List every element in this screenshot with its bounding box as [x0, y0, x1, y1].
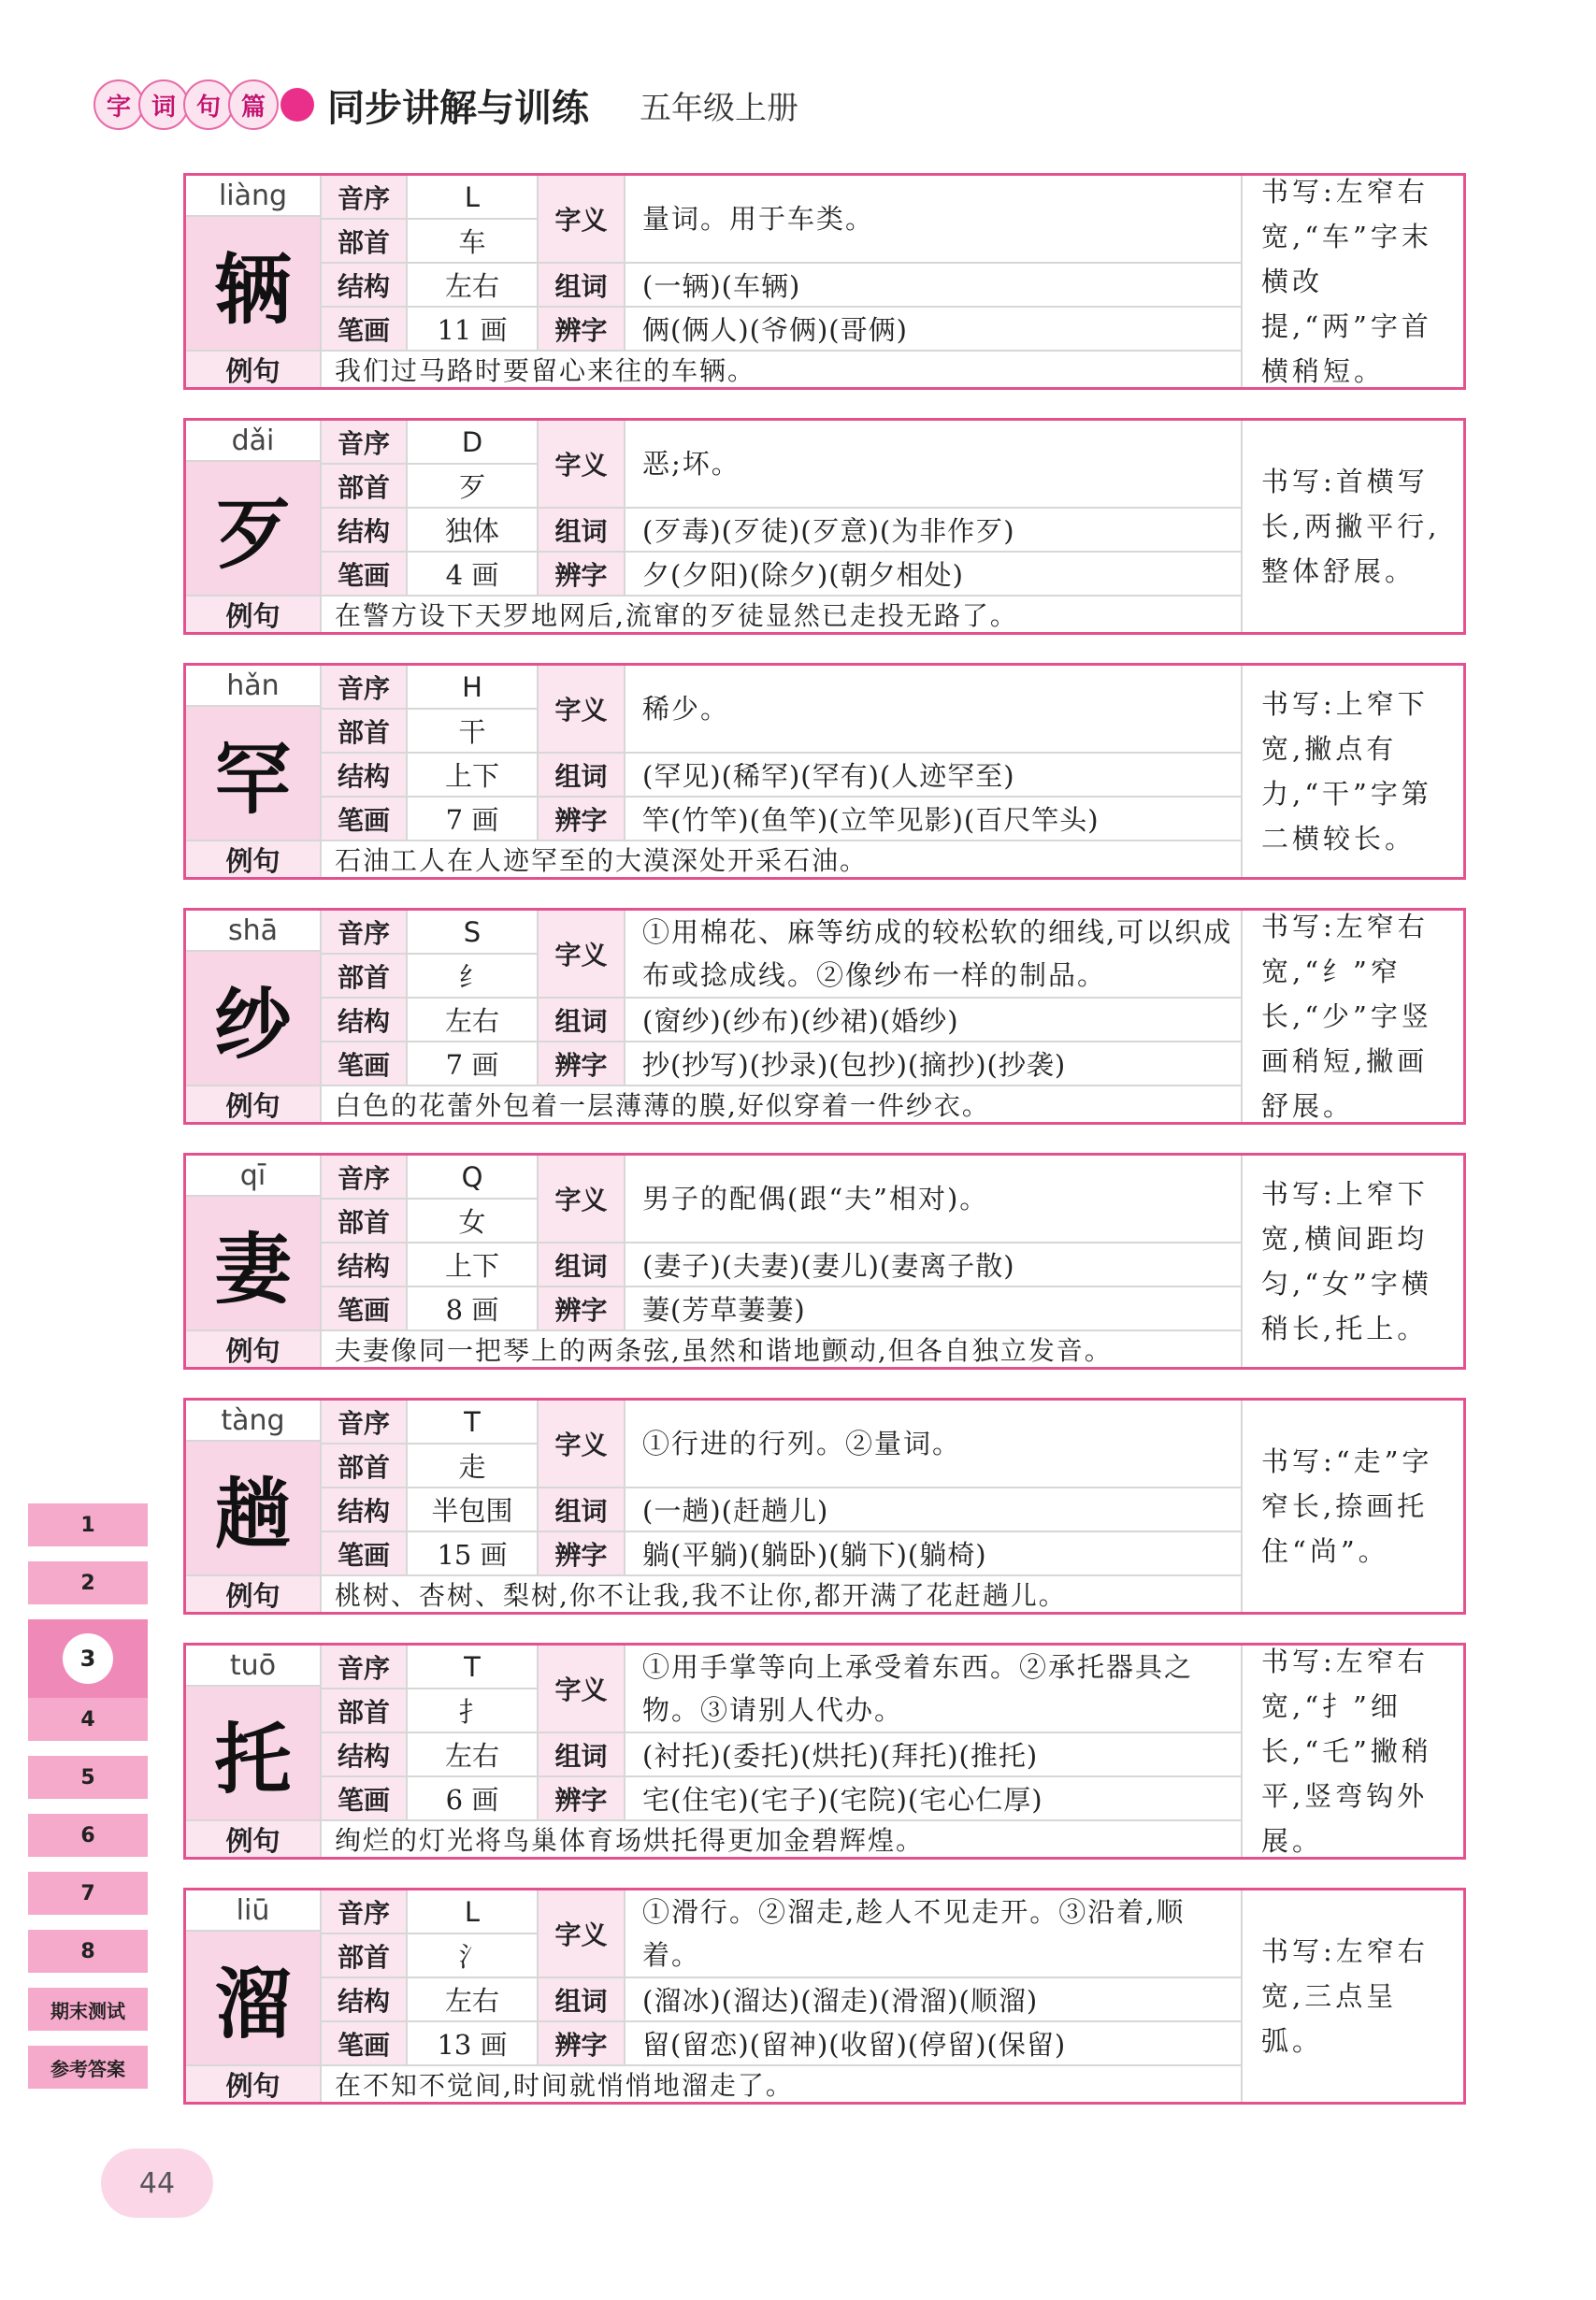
words-value: (一辆)(车辆) — [625, 264, 1243, 308]
character-card — [183, 663, 1466, 880]
radical-label: 部首 — [322, 465, 408, 509]
meaning-value: ①滑行。②溜走,趁人不见走开。③沿着,顺着。 — [625, 1890, 1243, 1978]
example-label: 例句 — [186, 841, 322, 877]
chapter-tab[interactable] — [28, 1988, 148, 2031]
radical-label: 部首 — [322, 955, 408, 999]
big-character: 溜 — [214, 1960, 292, 2049]
structure-label: 结构 — [322, 1488, 408, 1532]
big-character: 趟 — [214, 1470, 292, 1560]
order-value: L — [408, 1890, 539, 1934]
example-label: 例句 — [186, 1086, 322, 1122]
chapter-tab[interactable] — [28, 1698, 148, 1741]
distinguish-label: 辨字 — [539, 1532, 625, 1576]
radical-value: 氵 — [408, 1934, 539, 1978]
structure-value: 上下 — [408, 754, 539, 798]
chapter-tab[interactable] — [28, 1756, 148, 1799]
pinyin: dǎi — [186, 421, 320, 462]
character-cell — [186, 911, 322, 1086]
chapter-tab-label: 1 — [80, 1513, 95, 1537]
logo-char-2: 词 — [138, 79, 189, 130]
writing-tip: 书写:左窄右宽,“车”字末横改提,“两”字首横稍短。 — [1261, 176, 1432, 387]
big-character: 罕 — [214, 735, 292, 825]
big-character: 歹 — [214, 490, 292, 580]
chapter-tab-label: 8 — [80, 1939, 95, 1963]
pinyin: shā — [186, 911, 320, 952]
big-character: 托 — [214, 1715, 292, 1804]
big-character: 妻 — [214, 1225, 292, 1315]
meaning-label: 字义 — [539, 1890, 625, 1978]
distinguish-label: 辨字 — [539, 1777, 625, 1821]
distinguish-value: 宅(住宅)(宅子)(宅院)(宅心仁厚) — [625, 1777, 1243, 1821]
strokes-value: 7 画 — [408, 798, 539, 841]
radical-value: 干 — [408, 710, 539, 754]
big-character: 纱 — [214, 980, 292, 1070]
meaning-value: ①行进的行列。②量词。 — [625, 1401, 1243, 1488]
words-label: 组词 — [539, 999, 625, 1042]
distinguish-label: 辨字 — [539, 1042, 625, 1086]
example-sentence: 白色的花蕾外包着一层薄薄的膜,好似穿着一件纱衣。 — [322, 1086, 1243, 1122]
distinguish-value: 夕(夕阳)(除夕)(朝夕相处) — [625, 553, 1243, 597]
character-cell — [186, 176, 322, 352]
page-header — [93, 67, 798, 142]
chapter-tab[interactable] — [28, 1872, 148, 1915]
example-label: 例句 — [186, 1331, 322, 1367]
example-label: 例句 — [186, 2066, 322, 2102]
book-title: 同步讲解与训练 — [327, 86, 589, 130]
words-value: (歹毒)(歹徒)(歹意)(为非作歹) — [625, 509, 1243, 553]
order-value: H — [408, 666, 539, 710]
structure-label: 结构 — [322, 754, 408, 798]
meaning-value: ①用手掌等向上承受着东西。②承托器具之物。③请别人代办。 — [625, 1646, 1243, 1733]
writing-tip: 书写:“走”字窄长,捺画托住“尚”。 — [1261, 1445, 1433, 1567]
meaning-label: 字义 — [539, 1646, 625, 1733]
chapter-tab[interactable] — [28, 1503, 148, 1546]
strokes-label: 笔画 — [322, 2022, 408, 2066]
writing-tip: 书写:上窄下宽,撇点有力,“干”字第二横较长。 — [1261, 688, 1432, 855]
pinyin: tuō — [186, 1646, 320, 1687]
structure-label: 结构 — [322, 1243, 408, 1287]
meaning-value: 男子的配偶(跟“夫”相对)。 — [625, 1156, 1243, 1243]
strokes-label: 笔画 — [322, 798, 408, 841]
words-value: (窗纱)(纱布)(纱裙)(婚纱) — [625, 999, 1243, 1042]
words-value: (衬托)(委托)(烘托)(拜托)(推托) — [625, 1733, 1243, 1777]
meaning-label: 字义 — [539, 666, 625, 754]
pinyin: hǎn — [186, 666, 320, 707]
chapter-tab[interactable] — [28, 1561, 148, 1604]
meaning-value: 量词。用于车类。 — [625, 176, 1243, 264]
radical-label: 部首 — [322, 220, 408, 264]
writing-tip: 书写:左窄右宽,“扌”细长,“乇”撇稍平,竖弯钩外展。 — [1261, 1646, 1432, 1857]
chapter-tab-label: 期末测试 — [50, 1999, 125, 2022]
character-card — [183, 1398, 1466, 1615]
writing-tip: 书写:首横写长,两撇平行,整体舒展。 — [1261, 466, 1441, 587]
meaning-value: 稀少。 — [625, 666, 1243, 754]
chapter-tab-label: 4 — [80, 1707, 95, 1732]
distinguish-label: 辨字 — [539, 308, 625, 352]
example-sentence: 石油工人在人迹罕至的大漠深处开采石油。 — [322, 841, 1243, 877]
strokes-label: 笔画 — [322, 1532, 408, 1576]
character-cell — [186, 1890, 322, 2066]
chapter-tab-label: 2 — [80, 1571, 95, 1595]
character-card — [183, 1153, 1466, 1370]
example-sentence: 在警方设下天罗地网后,流窜的歹徒显然已走投无路了。 — [322, 597, 1243, 632]
distinguish-value: 留(留恋)(留神)(收留)(停留)(保留) — [625, 2022, 1243, 2066]
meaning-label: 字义 — [539, 1401, 625, 1488]
character-card — [183, 1643, 1466, 1860]
strokes-value: 13 画 — [408, 2022, 539, 2066]
order-label: 音序 — [322, 666, 408, 710]
order-label: 音序 — [322, 421, 408, 465]
page-number: 44 — [101, 2149, 213, 2218]
structure-label: 结构 — [322, 264, 408, 308]
strokes-label: 笔画 — [322, 1287, 408, 1331]
structure-label: 结构 — [322, 509, 408, 553]
words-label: 组词 — [539, 1488, 625, 1532]
pinyin: qī — [186, 1156, 320, 1197]
radical-label: 部首 — [322, 1934, 408, 1978]
structure-label: 结构 — [322, 1978, 408, 2022]
words-label: 组词 — [539, 754, 625, 798]
example-sentence: 桃树、杏树、梨树,你不让我,我不让你,都开满了花赶趟儿。 — [322, 1576, 1243, 1612]
order-value: T — [408, 1401, 539, 1445]
example-label: 例句 — [186, 1576, 322, 1612]
chapter-tab[interactable] — [28, 1930, 148, 1973]
writing-tip: 书写:上窄下宽,横间距均匀,“女”字横稍长,托上。 — [1261, 1178, 1432, 1344]
distinguish-label: 辨字 — [539, 2022, 625, 2066]
structure-value: 左右 — [408, 1733, 539, 1777]
pinyin: liū — [186, 1890, 320, 1932]
order-label: 音序 — [322, 176, 408, 220]
example-sentence: 我们过马路时要留心来往的车辆。 — [322, 352, 1243, 387]
words-value: (溜冰)(溜达)(溜走)(滑溜)(顺溜) — [625, 1978, 1243, 2022]
character-cell — [186, 1156, 322, 1331]
pinyin: tàng — [186, 1401, 320, 1442]
words-label: 组词 — [539, 1243, 625, 1287]
strokes-value: 7 画 — [408, 1042, 539, 1086]
radical-value: 走 — [408, 1445, 539, 1488]
distinguish-label: 辨字 — [539, 798, 625, 841]
words-label: 组词 — [539, 1733, 625, 1777]
chapter-tab-label: 6 — [80, 1823, 95, 1847]
words-value: (一趟)(赶趟儿) — [625, 1488, 1243, 1532]
flower-dot-icon — [280, 88, 314, 122]
example-sentence: 夫妻像同一把琴上的两条弦,虽然和谐地颤动,但各自独立发音。 — [322, 1331, 1243, 1367]
distinguish-value: 竿(竹竿)(鱼竿)(立竿见影)(百尺竿头) — [625, 798, 1243, 841]
strokes-value: 8 画 — [408, 1287, 539, 1331]
chapter-tab[interactable] — [28, 2046, 148, 2089]
writing-tip: 书写:左窄右宽,“纟”窄长,“少”字竖画稍短,撇画舒展。 — [1261, 911, 1432, 1122]
order-label: 音序 — [322, 911, 408, 955]
character-cell — [186, 421, 322, 597]
structure-value: 独体 — [408, 509, 539, 553]
strokes-value: 15 画 — [408, 1532, 539, 1576]
example-label: 例句 — [186, 1821, 322, 1857]
pinyin: liàng — [186, 176, 320, 217]
logo — [93, 79, 327, 130]
big-character: 辆 — [214, 245, 292, 335]
meaning-label: 字义 — [539, 421, 625, 509]
chapter-tab-label: 7 — [80, 1881, 95, 1905]
chapter-tab-label: 参考答案 — [50, 2057, 125, 2080]
strokes-value: 6 画 — [408, 1777, 539, 1821]
order-value: D — [408, 421, 539, 465]
character-card — [183, 908, 1466, 1125]
strokes-label: 笔画 — [322, 1777, 408, 1821]
radical-label: 部首 — [322, 710, 408, 754]
radical-label: 部首 — [322, 1200, 408, 1243]
distinguish-value: 躺(平躺)(躺卧)(躺下)(躺椅) — [625, 1532, 1243, 1576]
order-label: 音序 — [322, 1156, 408, 1200]
order-label: 音序 — [322, 1401, 408, 1445]
chapter-tab[interactable] — [28, 1814, 148, 1857]
radical-label: 部首 — [322, 1689, 408, 1733]
order-value: S — [408, 911, 539, 955]
words-label: 组词 — [539, 1978, 625, 2022]
logo-char-3: 句 — [183, 79, 234, 130]
strokes-value: 4 画 — [408, 553, 539, 597]
distinguish-label: 辨字 — [539, 1287, 625, 1331]
radical-value: 车 — [408, 220, 539, 264]
logo-char-1: 字 — [93, 79, 144, 130]
example-sentence: 在不知不觉间,时间就悄悄地溜走了。 — [322, 2066, 1243, 2102]
strokes-label: 笔画 — [322, 308, 408, 352]
radical-value: 歹 — [408, 465, 539, 509]
strokes-value: 11 画 — [408, 308, 539, 352]
radical-value: 扌 — [408, 1689, 539, 1733]
words-label: 组词 — [539, 264, 625, 308]
meaning-label: 字义 — [539, 911, 625, 999]
character-cell — [186, 1646, 322, 1821]
grade-label: 五年级上册 — [640, 89, 798, 127]
character-cell — [186, 1401, 322, 1576]
structure-label: 结构 — [322, 999, 408, 1042]
structure-value: 左右 — [408, 999, 539, 1042]
meaning-value: ①用棉花、麻等纺成的较松软的细线,可以织成布或捻成线。②像纱布一样的制品。 — [625, 911, 1243, 999]
words-value: (妻子)(夫妻)(妻儿)(妻离子散) — [625, 1243, 1243, 1287]
distinguish-value: 萋(芳草萋萋) — [625, 1287, 1243, 1331]
radical-value: 纟 — [408, 955, 539, 999]
writing-tip: 书写:左窄右宽,三点呈弧。 — [1261, 1935, 1429, 2057]
order-value: T — [408, 1646, 539, 1689]
structure-value: 半包围 — [408, 1488, 539, 1532]
distinguish-value: 抄(抄写)(抄录)(包抄)(摘抄)(抄袭) — [625, 1042, 1243, 1086]
chapter-tab-label: 3 — [63, 1633, 113, 1684]
example-sentence: 绚烂的灯光将鸟巢体育场烘托得更加金碧辉煌。 — [322, 1821, 1243, 1857]
order-value: Q — [408, 1156, 539, 1200]
chapter-tab-label: 5 — [80, 1765, 95, 1790]
meaning-value: 恶;坏。 — [625, 421, 1243, 509]
chapter-tab[interactable] — [28, 1619, 148, 1698]
radical-label: 部首 — [322, 1445, 408, 1488]
words-value: (罕见)(稀罕)(罕有)(人迹罕至) — [625, 754, 1243, 798]
example-label: 例句 — [186, 352, 322, 387]
character-cell — [186, 666, 322, 841]
structure-value: 左右 — [408, 1978, 539, 2022]
radical-value: 女 — [408, 1200, 539, 1243]
structure-value: 上下 — [408, 1243, 539, 1287]
structure-value: 左右 — [408, 264, 539, 308]
character-card — [183, 418, 1466, 635]
meaning-label: 字义 — [539, 1156, 625, 1243]
structure-label: 结构 — [322, 1733, 408, 1777]
character-card — [183, 1888, 1466, 2105]
meaning-label: 字义 — [539, 176, 625, 264]
character-card — [183, 173, 1466, 390]
strokes-label: 笔画 — [322, 1042, 408, 1086]
example-label: 例句 — [186, 597, 322, 632]
distinguish-label: 辨字 — [539, 553, 625, 597]
order-label: 音序 — [322, 1890, 408, 1934]
distinguish-value: 俩(俩人)(爷俩)(哥俩) — [625, 308, 1243, 352]
words-label: 组词 — [539, 509, 625, 553]
strokes-label: 笔画 — [322, 553, 408, 597]
logo-char-4: 篇 — [228, 79, 279, 130]
order-value: L — [408, 176, 539, 220]
order-label: 音序 — [322, 1646, 408, 1689]
